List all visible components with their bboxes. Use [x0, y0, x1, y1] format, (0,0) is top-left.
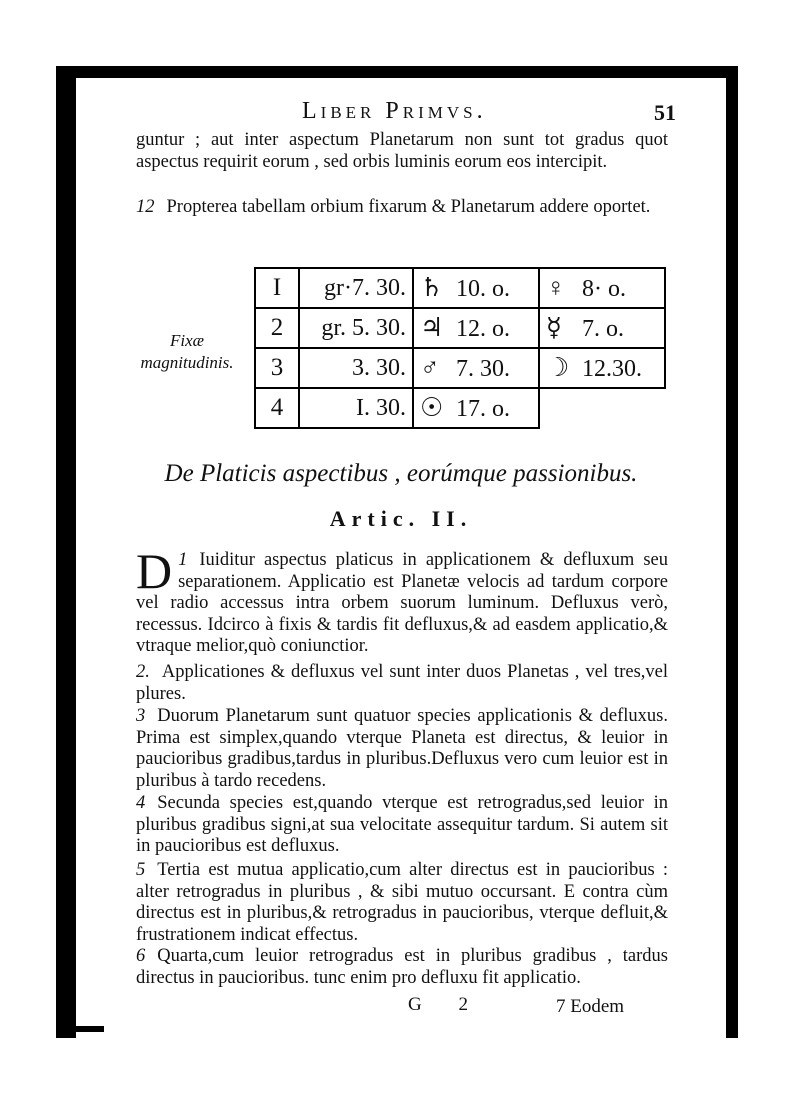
planet-orb-cell	[413, 308, 539, 348]
orb-value: 12.30.	[582, 356, 642, 382]
book-page	[76, 78, 726, 1028]
table-row	[255, 388, 665, 428]
orb-value: 8· o.	[582, 276, 626, 302]
page-edge-right	[726, 66, 738, 1038]
orb-value: 12. o.	[456, 316, 510, 342]
paragraph-number: 5	[136, 860, 146, 880]
paragraph-continuation	[136, 130, 668, 173]
page-edge-left	[56, 66, 76, 1038]
magnitude-cell: I	[255, 268, 299, 308]
planet-orb-cell	[413, 348, 539, 388]
signature-mark: G 2	[408, 994, 484, 1015]
page-footer	[76, 994, 726, 1020]
moon-icon: ☽	[546, 353, 570, 382]
table-side-label: Fixæ magnitudinis.	[140, 331, 234, 372]
mars-icon: ♂	[420, 353, 440, 382]
paragraph-text: Quarta,cum leuior retrogradus est in pluribus gradibus , tardus directus in paucioribus. tunc enim pro defluxu fit applicatio.	[136, 946, 668, 988]
paragraph-number: 6	[136, 946, 146, 966]
planet-orb-cell	[413, 388, 539, 428]
paragraph-text: Secunda species est,quando vterque est retrogradus,sed leuior in pluribus gradibus signi,at sua velocitate assequitur tardum. Si autem sit in paucioribus est defluxus.	[136, 793, 668, 856]
venus-icon: ♀	[546, 273, 566, 302]
table-row	[255, 308, 665, 348]
paragraph-number: 2.	[136, 662, 150, 682]
catchword: 7 Eodem	[556, 996, 625, 1017]
running-head	[76, 92, 726, 124]
empty-cell	[539, 388, 665, 428]
table-row	[255, 348, 665, 388]
planet-orb-cell	[539, 348, 665, 388]
page-number: 51	[654, 100, 676, 125]
jupiter-icon: ♃	[420, 313, 444, 342]
article-heading: Artic. II.	[329, 506, 473, 531]
planet-orb-cell	[413, 268, 539, 308]
paragraph-number: 1	[178, 550, 188, 570]
paragraph-text: Propterea tabellam orbium fixarum & Planetarum addere oportet.	[166, 197, 651, 217]
paragraph-1	[136, 543, 668, 658]
fixed-star-orb-cell: I. 30.	[299, 388, 413, 428]
section-title: De Platicis aspectibus , eorúmque passionibus.	[164, 460, 638, 487]
paragraph-number: 12	[136, 197, 155, 217]
fixed-star-orb-cell: gr. 5. 30.	[299, 308, 413, 348]
paragraph-text: Iuiditur aspectus platicus in applicationem & defluxum seu separationem. Applicatio est Planetæ velocis ad tardum corpore vel radio accessus intra orbem suorum luminum. Defluxus verò, recessus. Idcirco à fixis & tardis fit defluxus,& ad easdem applicatio,& vtraque melior,quò coniunctior.	[136, 550, 668, 656]
fixed-star-orb-cell: gr·7. 30.	[299, 268, 413, 308]
drop-cap: D	[136, 543, 173, 599]
table-row	[255, 268, 665, 308]
magnitude-cell: 4	[255, 388, 299, 428]
paragraph-2	[136, 662, 668, 705]
planet-orb-cell	[539, 268, 665, 308]
paragraph-5	[136, 860, 668, 946]
mercury-icon: ☿	[546, 313, 562, 342]
planet-orb-cell	[539, 308, 665, 348]
paragraph-text: Tertia est mutua applicatio,cum alter directus est in paucioribus : alter retrogradus in pluribus , & sibi mutuo occursant. E contra cùm directus est in pluribus,& retrogradus in paucioribus, vterque defluit,& frustrationem indicat effectus.	[136, 860, 668, 945]
saturn-icon: ♄	[420, 273, 444, 302]
paragraph-12	[136, 197, 668, 219]
magnitude-cell: 3	[255, 348, 299, 388]
orbs-table	[254, 267, 666, 429]
fixed-star-orb-cell: 3. 30.	[299, 348, 413, 388]
orb-value: 10. o.	[456, 276, 510, 302]
paragraph-text: Duorum Planetarum sunt quatuor species applicationis & defluxus. Prima est simplex,quando vterque Planeta est directus, & leuior in paucioribus gradibus,tardus in pluribus.Defluxus vero cum leuior est in pluribus à tardo recedens.	[136, 706, 668, 791]
paragraph-6	[136, 946, 668, 989]
page-edge-top	[58, 66, 734, 78]
paragraph-4	[136, 793, 668, 858]
running-title: Liber Primvs.	[302, 98, 487, 124]
paragraph-number: 3	[136, 706, 146, 726]
orb-value: 17. o.	[456, 396, 510, 422]
paragraph-text: Applicationes & defluxus vel sunt inter duos Planetas , vel tres,vel plures.	[136, 662, 668, 704]
magnitude-cell: 2	[255, 308, 299, 348]
orb-value: 7. o.	[582, 316, 624, 342]
paragraph-3	[136, 706, 668, 792]
paragraph-text: guntur ; aut inter aspectum Planetarum non sunt tot gradus quot aspectus requirit eorum , sed orbis luminis eorum eos intercipit.	[136, 130, 668, 172]
orb-value: 7. 30.	[456, 356, 510, 382]
paragraph-number: 4	[136, 793, 146, 813]
sun-icon: ☉	[420, 393, 444, 422]
